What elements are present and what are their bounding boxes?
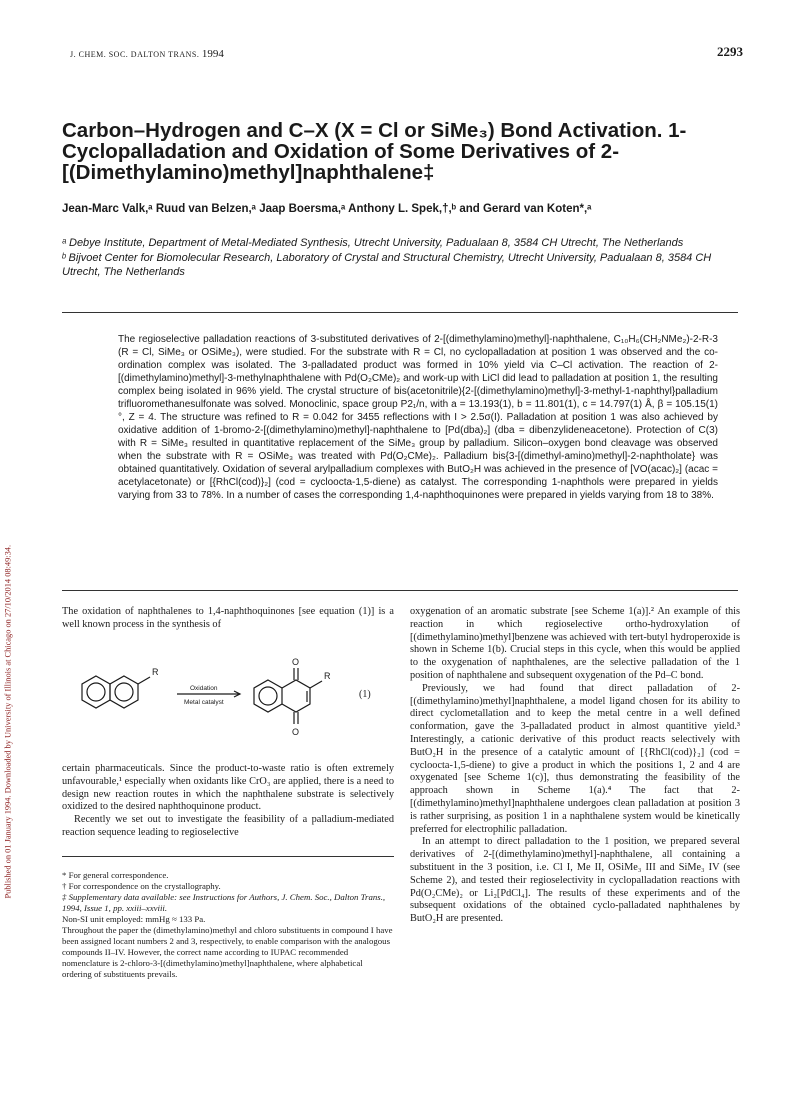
- arrow-label-bottom: Metal catalyst: [184, 699, 224, 706]
- footnote-1: * For general correspondence.: [62, 870, 169, 880]
- left-column-body: [62, 763, 394, 840]
- paragraph-recent: Recently we set out to investigate the feasibility of a palladium-mediated reaction sequence leading to regioselective: [62, 814, 394, 838]
- intro-paragraph: The oxidation of naphthalenes to 1,4-naphthoquinones [see equation (1)] is a well known process in the synthesis of: [62, 606, 394, 630]
- footnotes: [62, 870, 394, 980]
- download-watermark: [0, 0, 16, 1105]
- rule-footnotes: [62, 856, 394, 857]
- download-note: Published on 01 January 1994. Downloaded by University of Illinois at Chicago on 27/10/2014 08:49:34.: [3, 544, 13, 899]
- reaction-scheme: [62, 650, 394, 758]
- journal-year: 1994: [201, 48, 224, 60]
- paragraph-attempt: In an attempt to direct palladation to the 1 position, we prepared several derivatives of 2-[(dimethylamino)methyl]-naphthalene, all containing a substituent in the 3 position, i.e. Cl I, Me II, OSiMe₃ III and SiMe₃ IV (see Scheme 2), and tested their regioselectivity in cyclopalladation reactions with Pd(O₂CMe)₂ or Li₂[PdCl₄]. The results of these experiments and of the subsequent oxidations of the obtained cyclo-palladated naphthalenes by ButO₂H are presented.: [410, 836, 740, 925]
- running-header: [70, 48, 224, 60]
- naphthalene-ring-1: [82, 676, 110, 708]
- naphthalene-ring-2: [110, 676, 138, 708]
- journal-name: J. CHEM. SOC. DALTON TRANS.: [70, 50, 200, 59]
- footnote-3: ‡ Supplementary data available: see Instructions for Authors, J. Chem. Soc., Dalton Trans., 1994, Issue 1, pp. xxiii–xxviii.: [62, 892, 386, 913]
- equation-number: (1): [359, 689, 371, 700]
- abstract: The regioselective palladation reactions of 3-substituted derivatives of 2-[(dimethylamino)methyl]-naphthalene, C₁₀H₆(CH₂NMe₂)-2-R-3 (R = Cl, SiMe₃ or OSiMe₃), were studied. For the substrate with R = Cl, no cyclopalladation at position 1 was observed and the co-ordination complex was isolated. The 3-palladated product was formed in 10% yield via C–Cl activation. The reaction of 2-[(dimethylamino)methyl]-3-methylnaphthalene with Pd(O₂CMe)₂ and work-up with LiCl did lead to palladation at position 1, the resulting complex being isolated in 96% yield. The crystal structure of bis(acetonitrile){2-[(dimethylamino)methyl]-3-methyl-1-naphthyl}palladium trifluoromethanesulfonate was solved. Monoclinic, space group P2₁/n, with a = 13.193(1), b = 11.801(1), c = 14.797(1) Å, β = 105.15(1)°, Z = 4. The structure was refined to R = 0.042 for 3455 reflections with I > 2.5σ(I). Palladation at position 1 was also achieved by oxidative addition of 1-bromo-2-[(dimethylamino)methyl]-naphthalene to [Pd(dba)₂] (dba = dibenzylideneacetone). Protection of C(3) with R = SiMe₃ resulted in quantitative replacement of the SiMe₃ group by palladium. Silicon–oxygen bond cleavage was observed when the substrate with R = OSiMe₃ was treated with Pd(O₂CMe)₂. Palladium bis{3-[(dimethyl-amino)methyl]-2-naphtholate} was obtained quantitatively. Oxidation of several arylpalladium complexes with ButO₂H was achieved in the presence of [VO(acac)₂] (acac = acetylacetonate) or [{RhCl(cod)}₂] (cod = cycloocta-1,5-diene) as catalyst. The corresponding 1-naphthols were prepared in yields varying from 33 to 78%. In a number of cases the corresponding 1,4-naphthoquinones were prepared in yields varying from 18 to 38%.: [118, 334, 718, 501]
- paragraph-oxygenation: oxygenation of an aromatic substrate [see Scheme 1(a)].² An example of this reaction in which regioselective ortho-hydroxylation of [(dimethylamino)methyl]benzene was achieved with tert-butyl hydroperoxide is shown in Scheme 1(b). Crucial steps in this cycle, when this would be applied to the oxygenation of naphthalenes, are the selective palladation of the 1 position of naphthalene and subsequent oxygenation of the Pd–C bond.: [410, 606, 740, 681]
- quinone-ring-benzo: [254, 680, 282, 712]
- oxygen-bottom: O: [292, 727, 300, 737]
- oxygen-top: O: [292, 657, 300, 667]
- rule-abstract-bottom: [62, 590, 738, 591]
- substituent-r-right: R: [324, 671, 331, 681]
- arrow-label-top: Oxidation: [190, 685, 218, 692]
- aromatic-circle-1: [87, 683, 105, 701]
- affiliation-a: ᵃ Debye Institute, Department of Metal-Mediated Synthesis, Utrecht University, Padualaan 8, 3584 CH Utrecht, The Netherlands: [62, 237, 684, 249]
- r-bond-2: [310, 681, 322, 688]
- left-column-top: [62, 606, 394, 632]
- affiliations: [62, 236, 722, 280]
- affiliation-b: ᵇ Bijvoet Center for Biomolecular Research, Laboratory of Crystal and Structural Chemistry, Utrecht University, Padualaan 8, 3584 CH Utrecht, The Netherlands: [62, 251, 712, 278]
- footnote-5: Throughout the paper the (dimethylamino)methyl and chloro substituents in compound I have been assigned locant numbers 2 and 3, respectively, to enable comparison with the analogous compounds II–IV. However, the correct name according to IUPAC recommended nomenclature is 2-chloro-3-[(dimethylamino)methyl]naphthalene, where alphabetical ordering of substituents prevails.: [62, 925, 393, 979]
- footnote-2: † For correspondence on the crystallography.: [62, 881, 221, 891]
- author-list: Jean-Marc Valk,ᵃ Ruud van Belzen,ᵃ Jaap Boersma,ᵃ Anthony L. Spek,†,ᵇ and Gerard van Koten*,ᵃ: [62, 203, 592, 215]
- article-title: Carbon–Hydrogen and C–X (X = Cl or SiMe₃) Bond Activation. 1-Cyclopalladation and Oxidation of Some Derivatives of 2-[(Dimethylamino)methyl]naphthalene‡: [62, 119, 687, 184]
- page-number: 2293: [717, 44, 743, 59]
- aromatic-circle-2: [115, 683, 133, 701]
- quinone-ring: [282, 680, 310, 712]
- rule-top: [62, 312, 738, 313]
- right-column: [410, 606, 740, 926]
- r-bond-1: [138, 677, 150, 684]
- substituent-r-left: R: [152, 667, 159, 677]
- paragraph-previously: Previously, we had found that direct palladation of 2-[(dimethylamino)methyl]naphthalene, a model ligand chosen for its ability to direct cyclometallation and to keep the metal centre in a well defined conformation, gave the 3-palladated product in almost quantitive yield.³ Interestingly, a cationic derivative of this product reacts selectively with ButO₂H in the presence of a catalytic amount of [{RhCl(cod)}₂] (cod = cycloocta-1,5-diene) to give a product in which the positions 1, 2 and 4 are oxygenated [see Scheme 1(c)], thus demonstrating the feasibility of the approach shown in Scheme 1(a).⁴ The fact that 2-[(dimethylamino)methyl]naphthalene undergoes clean palladation at position 3 is rather surprising, as position 1 in a naphthalene system would be kinetically preferred for electrophilic palladation.: [410, 682, 740, 835]
- paragraph-pharma: certain pharmaceuticals. Since the product-to-waste ratio is often extremely unfavourable,¹ especially when oxidants like CrO₃ are applied, there is a need to design new reaction routes in which the naphthalene substrate is selectively oxidized to the desired naphthoquinone product.: [62, 763, 394, 813]
- footnote-4: Non-SI unit employed: mmHg ≈ 133 Pa.: [62, 914, 206, 924]
- aromatic-circle-3: [259, 687, 277, 705]
